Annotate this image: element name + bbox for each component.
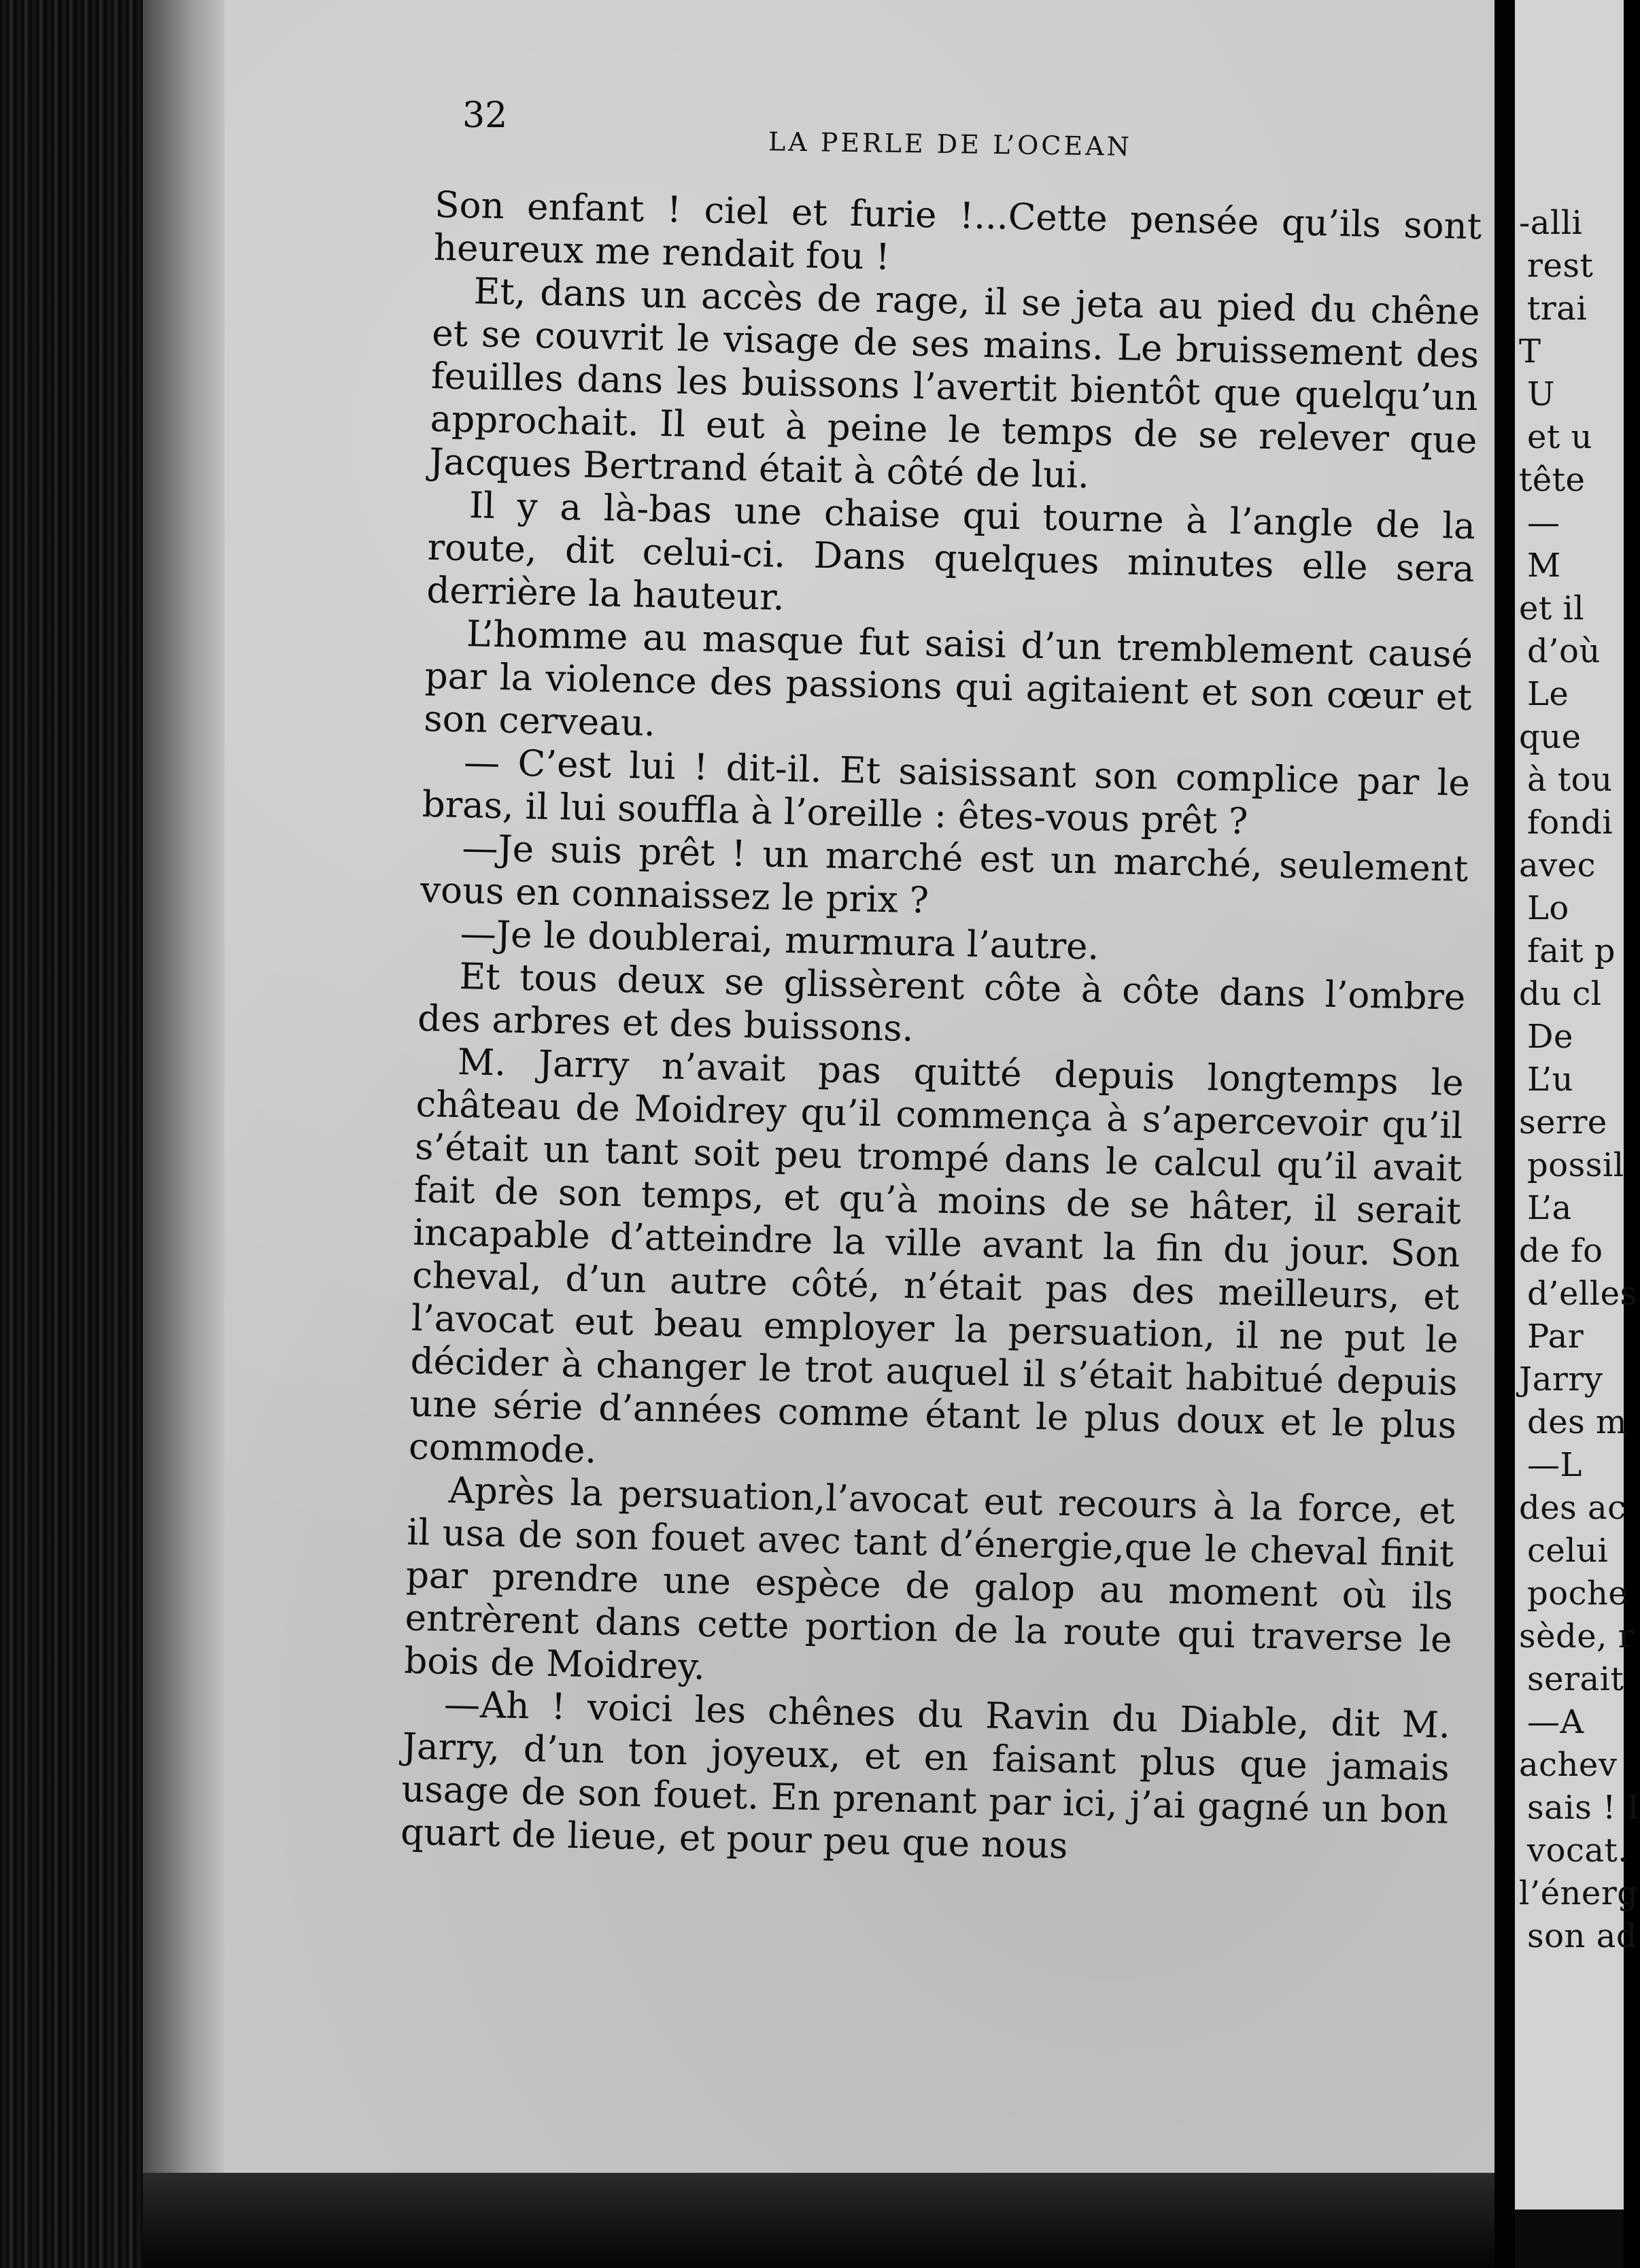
facing-page-line: U [1527, 375, 1555, 413]
facing-page-line: — [1527, 504, 1560, 542]
facing-page-line: tête [1519, 461, 1586, 499]
facing-page-line: que [1519, 718, 1582, 756]
facing-page-line: d’elles [1527, 1275, 1637, 1313]
facing-page-line: —A [1527, 1703, 1584, 1741]
facing-page-line: sède, r [1519, 1617, 1635, 1655]
facing-page-line: De [1527, 1018, 1573, 1056]
facing-page-line: serait [1527, 1660, 1624, 1698]
facing-page-line: des ac [1519, 1489, 1626, 1527]
facing-page-line: d’où [1527, 632, 1601, 670]
facing-page-line: rest [1527, 247, 1594, 285]
facing-page-line: —L [1527, 1446, 1582, 1484]
facing-page-line: du cl [1519, 975, 1602, 1013]
page-bottom-edge [143, 2173, 1496, 2268]
facing-page-line: sais ! I [1527, 1789, 1640, 1827]
paragraph: — C’est lui ! dit-il. Et saisissant son complice par le bras, il lui souffla à l’oreille : êtes-vous prêt ? [422, 742, 1471, 843]
facing-page-line: possil [1527, 1146, 1624, 1184]
facing-page-line: Le [1527, 675, 1569, 713]
facing-page-line: et il [1519, 589, 1585, 628]
paragraph: Il y a là-bas une chaise qui tourne à l’angle de la route, dit celui-ci. Dans quelques minutes elle sera derrière la hauteur. [426, 485, 1476, 619]
paragraph: —Je le doublerai, murmura l’autre. [460, 913, 1100, 968]
paragraph: Et tous deux se glissèrent côte à côte dans l’ombre des arbres et des buissons. [417, 956, 1466, 1050]
facing-page-line: Par [1527, 1318, 1584, 1356]
facing-page-line: poche [1527, 1575, 1628, 1613]
paragraph: —Je suis prêt ! un marché est un marché, seulement vous en connaissez le prix ? [420, 827, 1469, 922]
facing-page-line: L’a [1527, 1189, 1572, 1227]
facing-page-line: Lo [1527, 889, 1569, 927]
paragraph: L’homme au masque fut saisi d’un tremblement causé par la violence des passions qui agitaient et son cœur et son cerveau. [423, 613, 1473, 744]
book-spine-edge [0, 0, 143, 2268]
facing-page-line: son ad [1527, 1917, 1638, 1955]
paragraph: M. Jarry n’avait pas quitté depuis longtemps le château de Moidrey qu’il commença à s’apercevoir qu’il s’était un tant soit peu trompé dans le calcul qu’il avait fait de son temps, et qu’à moins de se hâter, il serait incapable d’atteindre la ville avant la fin du jour. Son cheval, d’un autre côté, n’était pas des meilleurs, et l’avocat eut beau employer la persuation, il ne put le décider à changer le trot auquel il s’était habitué depuis une série d’années comme étant le plus doux et le plus commode. [408, 1041, 1465, 1472]
facing-page-line: T [1519, 332, 1541, 371]
running-title: LA PERLE DE L’OCEAN [768, 126, 1133, 162]
facing-page-line: et u [1527, 418, 1592, 456]
book-gutter [1494, 0, 1515, 2268]
page-curl-shadow [143, 0, 224, 2173]
facing-page-line: vocat. [1527, 1832, 1629, 1870]
paragraph: —Ah ! voici les chênes du Ravin du Diable, dit M. Jarry, d’un ton joyeux, et en faisant plus que jamais usage de son fouet. En prenant par ici, j’ai gagné un bon quart de lieue, et pour peu que nous [400, 1683, 1451, 1868]
facing-page-line: serre [1519, 1103, 1607, 1141]
facing-page-line: fait p [1527, 932, 1616, 970]
facing-page-line: avec [1519, 846, 1596, 884]
facing-page-line: l’énerg [1519, 1874, 1639, 1912]
facing-page-fragment [1515, 0, 1640, 2210]
paragraph: Son enfant ! ciel et furie !...Cette pensée qu’ils sont heureux me rendait fou ! [433, 184, 1482, 279]
facing-page-line: celui [1527, 1532, 1609, 1570]
page-number: 32 [462, 95, 508, 136]
facing-page-line: fondi [1527, 804, 1613, 842]
facing-page-line: achev [1519, 1746, 1618, 1784]
facing-page-line: -alli [1519, 204, 1583, 242]
paragraph: Et, dans un accès de rage, il se jeta au pied du chêne et se couvrit le visage de ses mains. Le bruissement des feuilles dans les buissons l’avertit bientôt que quelqu’un approchait. Il eut à peine le temps de se relever que Jacques Bertrand était à côté de lui. [428, 271, 1481, 497]
facing-page-line: des m [1527, 1403, 1628, 1441]
facing-page-line: Jarry [1519, 1360, 1603, 1398]
facing-page-line: trai [1527, 290, 1588, 328]
paragraph: Après la persuation,l’avocat eut recours à la force, et il usa de son fouet avec tant d’énergie,que le cheval finit par prendre une espèce de galop au moment où ils entrèrent dans cette portion de la route qui traverse le bois de Moidrey. [403, 1469, 1456, 1688]
facing-page-line: de fo [1519, 1232, 1603, 1270]
facing-page-line: à tou [1527, 761, 1613, 799]
facing-page-line: M [1527, 547, 1561, 585]
facing-page-line: L’u [1527, 1061, 1574, 1099]
page-body-text [400, 184, 1482, 1876]
